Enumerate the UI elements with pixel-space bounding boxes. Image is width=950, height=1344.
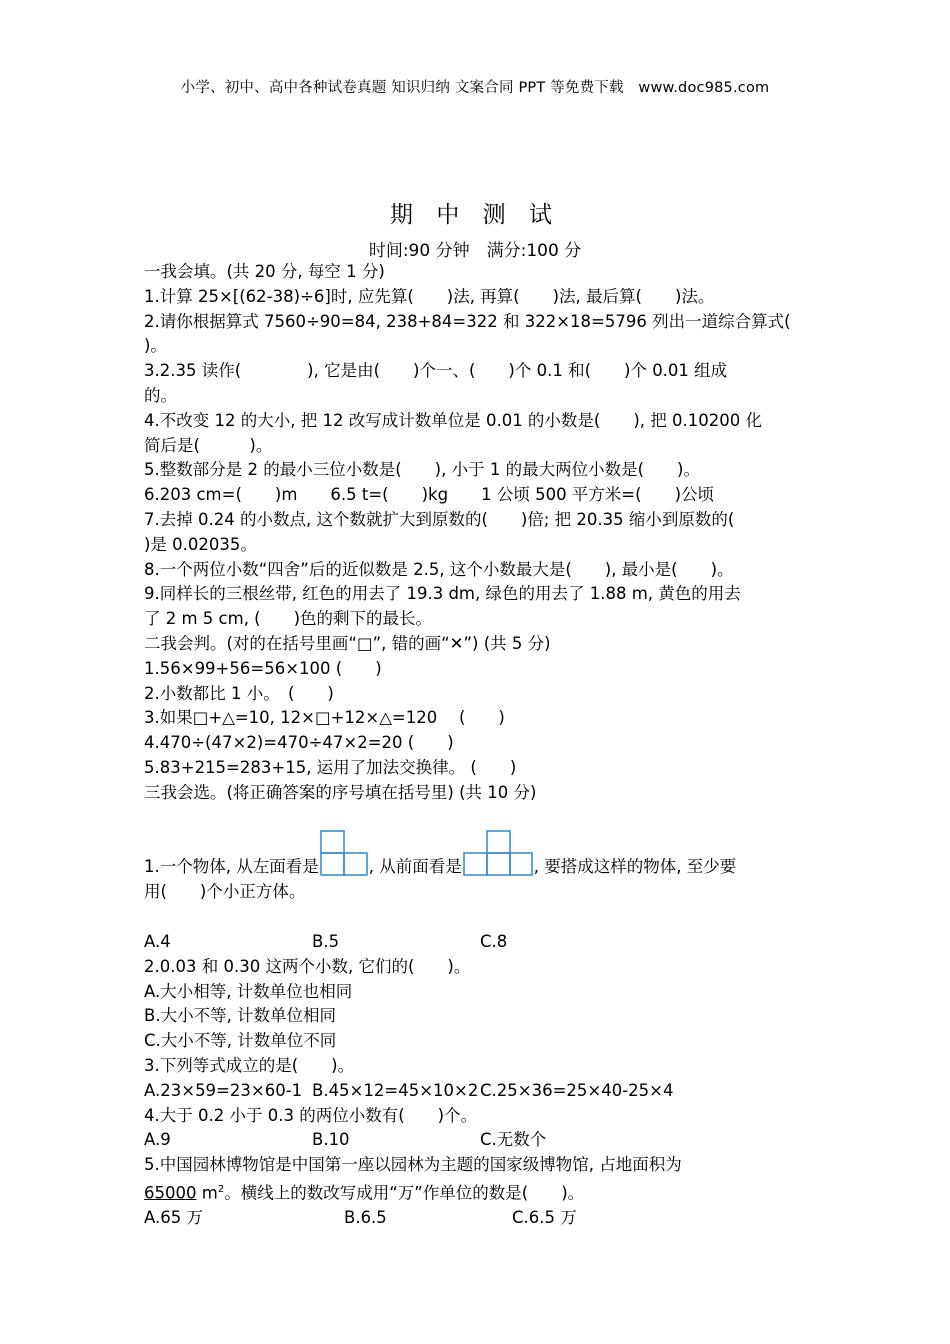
option-c: C.无数个	[480, 1130, 547, 1150]
option-row	[144, 1079, 804, 1104]
question-line: 用( )个小正方体。	[144, 882, 306, 902]
question-line	[144, 1178, 804, 1206]
option-c: C.8	[480, 931, 508, 951]
question-line: 1.56×99+56=56×100 ( )	[144, 658, 382, 678]
section-heading: 二我会判。(对的在括号里画“□”, 错的画“✕”) (共 5 分)	[144, 633, 551, 653]
exam-info: 时间:90 分钟 满分:100 分	[368, 241, 582, 261]
option-b: B.5	[312, 931, 340, 951]
front-view-figure	[463, 830, 533, 876]
question-line: 9.同样长的三根丝带, 红色的用去了 19.3 dm, 绿色的用去了 1.88 m, 黄色的用去	[144, 584, 741, 604]
question-line: 4.470÷(47×2)=470÷47×2=20 ( )	[144, 733, 454, 753]
option-b: B.45×12=45×10×2	[312, 1080, 479, 1100]
option-b: B.6.5	[344, 1208, 387, 1228]
question-line: 7.去掉 0.24 的小数点, 这个数就扩大到原数的( )倍; 把 20.35 缩小到原数的(	[144, 509, 735, 529]
question-line: )是 0.02035。	[144, 534, 257, 554]
question-text: 1.一个物体, 从左面看是	[144, 856, 319, 876]
exam-body	[144, 260, 804, 1231]
question-line: 3.下列等式成立的是( )。	[144, 1055, 355, 1075]
question-line: 2.小数都比 1 小。 ( )	[144, 683, 334, 703]
question-line: 的。	[144, 385, 177, 405]
question-line: 4.大于 0.2 小于 0.3 的两位小数有( )个。	[144, 1105, 478, 1125]
question-text: , 要搭成这样的物体, 至少要	[533, 856, 737, 876]
option-b: B.大小不等, 计数单位相同	[144, 1006, 337, 1026]
underlined-number: 65000	[144, 1183, 197, 1203]
unit: m	[196, 1183, 218, 1203]
left-view-figure	[320, 830, 368, 876]
section-heading: 三我会选。(将正确答案的序号填在括号里) (共 10 分)	[144, 782, 537, 802]
section-heading: 一我会填。(共 20 分, 每空 1 分)	[144, 262, 385, 281]
option-a: A.4	[144, 931, 171, 951]
option-row	[144, 930, 804, 955]
question-line: 3.2.35 读作( ), 它是由( )个一、( )个 0.1 和( )个 0.01 组成	[144, 361, 728, 381]
question-line: 6.203 cm=( )m 6.5 t=( )kg 1 公顷 500 平方米=( )公顷	[144, 485, 715, 505]
question-line: 4.不改变 12 的大小, 把 12 改写成计数单位是 0.01 的小数是( ), 把 0.10200 化	[144, 410, 763, 430]
option-c: C.6.5 万	[512, 1208, 577, 1228]
question-text: 。横线上的数改写成用“万”作单位的数是( )。	[224, 1183, 585, 1203]
question-line: 5.整数部分是 2 的最小三位小数是( ), 小于 1 的最大两位小数是( )。	[144, 460, 700, 480]
question-line: 2.请你根据算式 7560÷90=84, 238+84=322 和 322×18=5796 列出一道综合算式(	[144, 311, 791, 331]
option-a: A.23×59=23×60-1	[144, 1080, 303, 1100]
question-line: 5.83+215=283+15, 运用了加法交换律。 ( )	[144, 757, 517, 777]
question-line: 8.一个两位小数“四舍”后的近似数是 2.5, 这个小数最大是( ), 最小是( )。	[144, 559, 734, 579]
page-header: 小学、初中、高中各种试卷真题 知识归纳 文案合同 PPT 等免费下载 www.doc985.com	[180, 80, 770, 96]
question-line: 2.0.03 和 0.30 这两个小数, 它们的( )。	[144, 956, 471, 976]
question-text: , 从前面看是	[368, 856, 462, 876]
question-line: )。	[144, 336, 167, 356]
unit-superscript: 2	[217, 1183, 225, 1195]
option-b: B.10	[312, 1130, 350, 1150]
option-a: A.大小相等, 计数单位也相同	[144, 981, 353, 1001]
option-a: A.9	[144, 1130, 171, 1150]
option-a: A.65 万	[144, 1208, 203, 1228]
option-c: C.25×36=25×40-25×4	[480, 1080, 674, 1100]
question-line: 5.中国园林博物馆是中国第一座以园林为主题的国家级博物馆, 占地面积为	[144, 1155, 682, 1175]
option-row	[144, 1206, 804, 1231]
question-line: 了 2 m 5 cm, ( )色的剩下的最长。	[144, 609, 433, 629]
question-line	[144, 806, 804, 876]
question-line: 1.计算 25×[(62-38)÷6]时, 应先算( )法, 再算( )法, 最后算( )法。	[144, 286, 715, 306]
question-line: 3.如果□+△=10, 12×□+12×△=120 ( )	[144, 708, 505, 728]
option-row	[144, 1128, 804, 1153]
page-title: 期 中 测 试	[390, 202, 560, 228]
option-c: C.大小不等, 计数单位不同	[144, 1031, 337, 1051]
question-line: 简后是( )。	[144, 435, 273, 455]
